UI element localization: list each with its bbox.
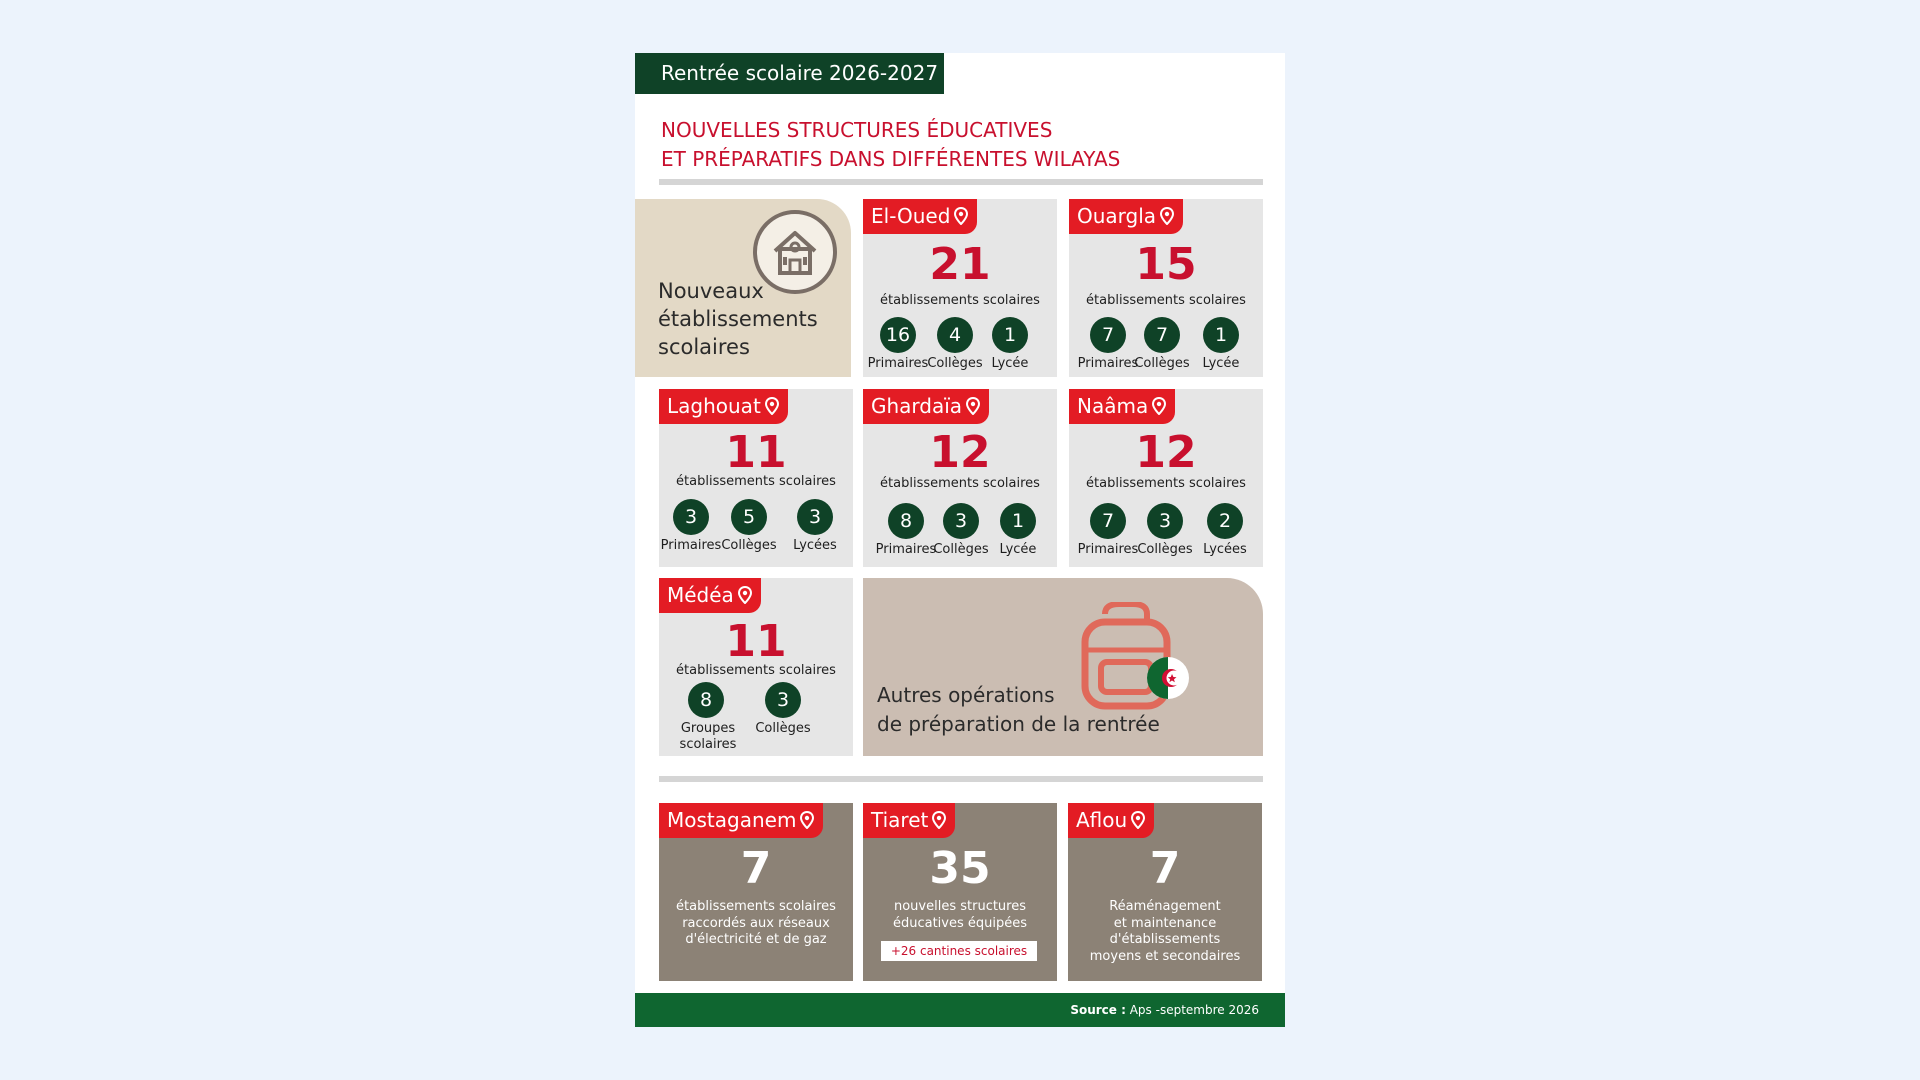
card-aflou <box>1068 803 1262 981</box>
count-label: Primaires <box>1077 356 1139 371</box>
card-ghardaia <box>863 389 1057 567</box>
card-medea <box>659 578 853 756</box>
card-tiaret <box>863 803 1057 981</box>
other-operations-box <box>863 578 1263 756</box>
count-label: Groupes scolaires <box>679 721 737 752</box>
total-count: 11 <box>725 427 787 478</box>
count-badge: 3 <box>673 499 709 535</box>
count-label: Collèges <box>1137 542 1193 557</box>
total-label: établissements scolaires <box>880 476 1040 491</box>
source-text: Aps -septembre 2026 <box>1125 1003 1259 1017</box>
infographic <box>635 53 1285 1027</box>
total-count: 7 <box>740 843 772 894</box>
count-label: Primaires <box>867 356 929 371</box>
wilaya-tag: Ghardaïa <box>863 389 989 424</box>
intro-box <box>635 199 851 377</box>
count-label: Collèges <box>1134 356 1190 371</box>
wilaya-tag: Médéa <box>659 578 761 613</box>
count-badge: 3 <box>765 682 801 718</box>
count-label: Lycées <box>793 538 837 553</box>
count-badge: 2 <box>1207 503 1243 539</box>
count-badge: 1 <box>1000 503 1036 539</box>
count-label: Lycée <box>991 356 1029 371</box>
count-badge: 4 <box>937 317 973 353</box>
location-pin-icon <box>954 201 968 236</box>
count-badge: 7 <box>1090 503 1126 539</box>
count-badge: 3 <box>1147 503 1183 539</box>
count-label: Collèges <box>927 356 983 371</box>
total-label: établissements scolaires <box>880 293 1040 308</box>
count-label: Lycée <box>1202 356 1240 371</box>
description: établissements scolaires raccordés aux réseaux d'électricité et de gaz <box>676 899 836 947</box>
total-count: 21 <box>929 239 991 290</box>
count-label: Collèges <box>755 721 811 736</box>
location-pin-icon <box>738 580 752 615</box>
count-badge: 5 <box>731 499 767 535</box>
count-label: Primaires <box>875 542 937 557</box>
total-label: établissements scolaires <box>1086 476 1246 491</box>
total-count: 12 <box>929 427 991 478</box>
count-label: Collèges <box>721 538 777 553</box>
card-el-oued <box>863 199 1057 377</box>
total-label: établissements scolaires <box>1086 293 1246 308</box>
title-line-1: NOUVELLES STRUCTURES ÉDUCATIVES <box>661 118 1053 142</box>
location-pin-icon <box>1131 805 1145 840</box>
total-count: 11 <box>725 616 787 667</box>
intro-label: Nouveaux établissements scolaires <box>658 279 818 359</box>
location-pin-icon <box>765 391 779 426</box>
count-label: Collèges <box>933 542 989 557</box>
count-label: Lycées <box>1203 542 1247 557</box>
total-label: établissements scolaires <box>676 663 836 678</box>
source-label: Source : <box>1070 1003 1126 1017</box>
count-badge: 3 <box>797 499 833 535</box>
wilaya-tag: Naâma <box>1069 389 1175 424</box>
wilaya-tag: Ouargla <box>1069 199 1183 234</box>
count-label: Primaires <box>660 538 722 553</box>
card-naama <box>1069 389 1263 567</box>
count-badge: 1 <box>992 317 1028 353</box>
card-mostaganem <box>659 803 853 981</box>
location-pin-icon <box>1160 201 1174 236</box>
title-line-2: ET PRÉPARATIFS DANS DIFFÉRENTES WILAYAS <box>661 147 1121 171</box>
location-pin-icon <box>966 391 980 426</box>
wilaya-tag: El-Oued <box>863 199 977 234</box>
description: Réaménagement et maintenance d'établissements moyens et secondaires <box>1089 899 1241 964</box>
total-count: 7 <box>1149 843 1181 894</box>
total-count: 12 <box>1135 427 1197 478</box>
source-footer <box>635 993 1285 1027</box>
count-label: Lycée <box>999 542 1037 557</box>
location-pin-icon <box>800 805 814 840</box>
count-badge: 16 <box>880 317 916 353</box>
location-pin-icon <box>1152 391 1166 426</box>
wilaya-tag: Mostaganem <box>659 803 823 838</box>
page-title <box>661 116 1261 174</box>
location-pin-icon <box>932 805 946 840</box>
canteens-note: +26 cantines scolaires <box>881 941 1037 961</box>
count-badge: 3 <box>943 503 979 539</box>
total-count: 35 <box>929 843 991 894</box>
header-tag: Rentrée scolaire 2026-2027 <box>635 53 944 94</box>
count-badge: 8 <box>888 503 924 539</box>
card-ouargla <box>1069 199 1263 377</box>
wilaya-tag: Laghouat <box>659 389 788 424</box>
total-label: établissements scolaires <box>676 474 836 489</box>
count-badge: 7 <box>1144 317 1180 353</box>
divider <box>659 179 1263 185</box>
count-badge: 1 <box>1203 317 1239 353</box>
count-badge: 7 <box>1090 317 1126 353</box>
count-badge: 8 <box>688 682 724 718</box>
card-laghouat <box>659 389 853 567</box>
description: nouvelles structures éducatives équipées <box>892 899 1028 931</box>
other-operations-label: Autres opérations de préparation de la rentrée <box>877 683 1160 736</box>
divider <box>659 776 1263 782</box>
wilaya-tag: Aflou <box>1068 803 1154 838</box>
wilaya-tag: Tiaret <box>863 803 955 838</box>
count-label: Primaires <box>1077 542 1139 557</box>
total-count: 15 <box>1135 239 1197 290</box>
